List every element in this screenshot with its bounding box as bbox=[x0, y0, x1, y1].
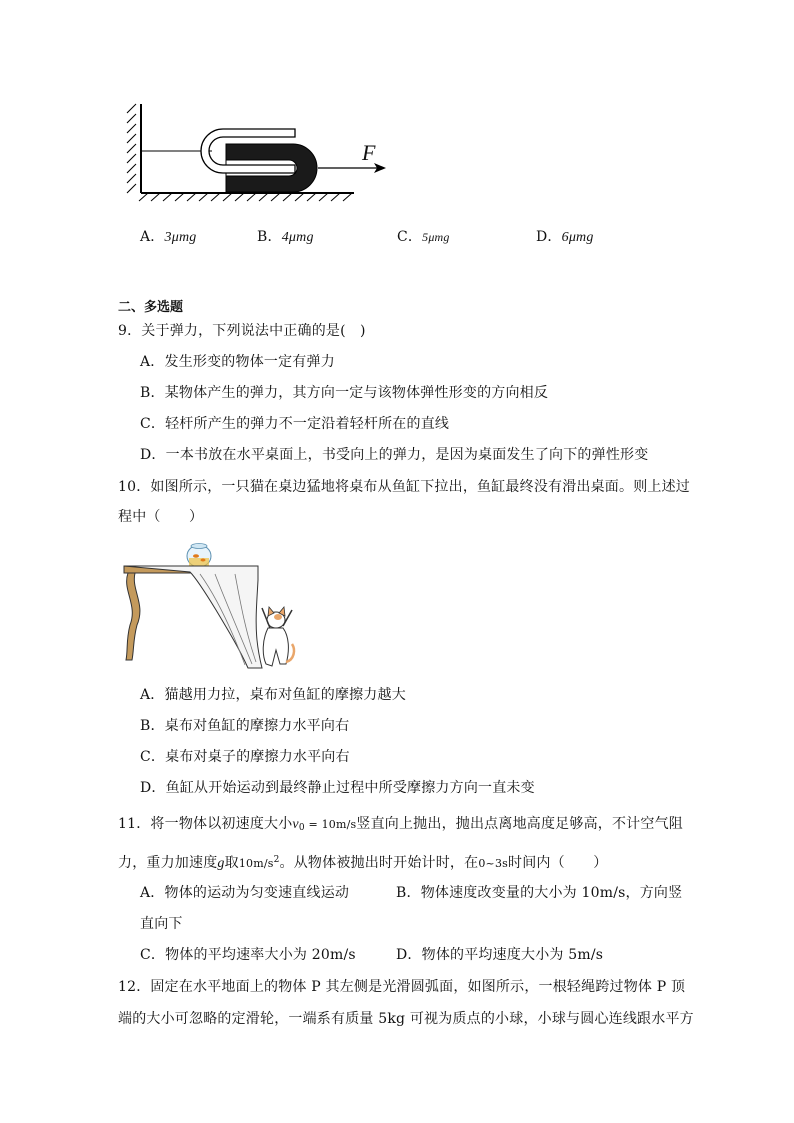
q11-option-c[interactable]: C．物体的平均速率大小为 20m/s bbox=[140, 947, 356, 963]
q9-stem: 9．关于弹力，下列说法中正确的是( ) bbox=[118, 323, 366, 339]
q12-stem-line1: 12．固定在水平地面上的物体 P 其左侧是光滑圆弧面，如图所示，一根轻绳跨过物体 P 顶 bbox=[118, 979, 686, 995]
q10-option-d[interactable]: D．鱼缸从开始运动到最终静止过程中所受摩擦力方向一直未变 bbox=[140, 780, 535, 796]
q11-option-a[interactable]: A．物体的运动为匀变速直线运动 bbox=[140, 885, 350, 901]
q11-option-d[interactable]: D．物体的平均速度大小为 5m/s bbox=[396, 947, 604, 963]
q8-option-a[interactable]: A．3μmg bbox=[140, 229, 197, 245]
section-title: 二、多选题 bbox=[118, 300, 184, 315]
fishbowl-icon bbox=[187, 544, 211, 568]
tablecloth bbox=[124, 566, 262, 668]
q11-option-b-cont[interactable]: 直向下 bbox=[140, 916, 183, 932]
q9-option-d[interactable]: D．一本书放在水平桌面上，书受向上的弹力，是因为桌面发生了向下的弹性形变 bbox=[140, 447, 649, 463]
cat-icon bbox=[262, 607, 294, 666]
q10-option-c[interactable]: C．桌布对桌子的摩擦力水平向右 bbox=[140, 749, 350, 765]
table-leg bbox=[126, 573, 140, 660]
q10-option-b[interactable]: B．桌布对鱼缸的摩擦力水平向右 bbox=[140, 718, 350, 734]
q11-stem-line1: 11．将一物体以初速度大小$v_0 = 10m/s$竖直向上抛出，抛出点离地高度足够高，不计空气阻 bbox=[118, 816, 683, 833]
q10-stem-line1: 10．如图所示，一只猫在桌边猛地将桌布从鱼缸下拉出，鱼缸最终没有滑出桌面。则上述过 bbox=[118, 479, 691, 495]
q11-option-b[interactable]: B．物体速度改变量的大小为 10m/s，方向竖 bbox=[396, 885, 683, 901]
q10-stem-line2: 程中（ ） bbox=[118, 509, 204, 525]
force-label: F bbox=[362, 140, 376, 165]
q11-stem-line2: 力，重力加速度g取$10m/s^2$。从物体被抛出时开始计时，在0~3s时间内（ ） bbox=[118, 855, 608, 871]
q8-option-b[interactable]: B．4μmg bbox=[257, 229, 314, 245]
q8-option-c[interactable]: C．5μmg bbox=[397, 229, 450, 245]
q12-stem-line2: 端的大小可忽略的定滑轮，一端系有质量 5kg 可视为质点的小球，小球与圆心连线跟水平方 bbox=[118, 1011, 694, 1027]
q9-option-b[interactable]: B．某物体产生的弹力，其方向一定与该物体弹性形变的方向相反 bbox=[140, 385, 549, 401]
q9-option-c[interactable]: C．轻杆所产生的弹力不一定沿着轻杆所在的直线 bbox=[140, 416, 450, 432]
q8-option-d[interactable]: D．6μmg bbox=[536, 229, 594, 245]
q9-option-a[interactable]: A．发生形变的物体一定有弹力 bbox=[140, 354, 335, 370]
q10-option-a[interactable]: A．猫越用力拉，桌布对鱼缸的摩擦力越大 bbox=[140, 687, 406, 703]
